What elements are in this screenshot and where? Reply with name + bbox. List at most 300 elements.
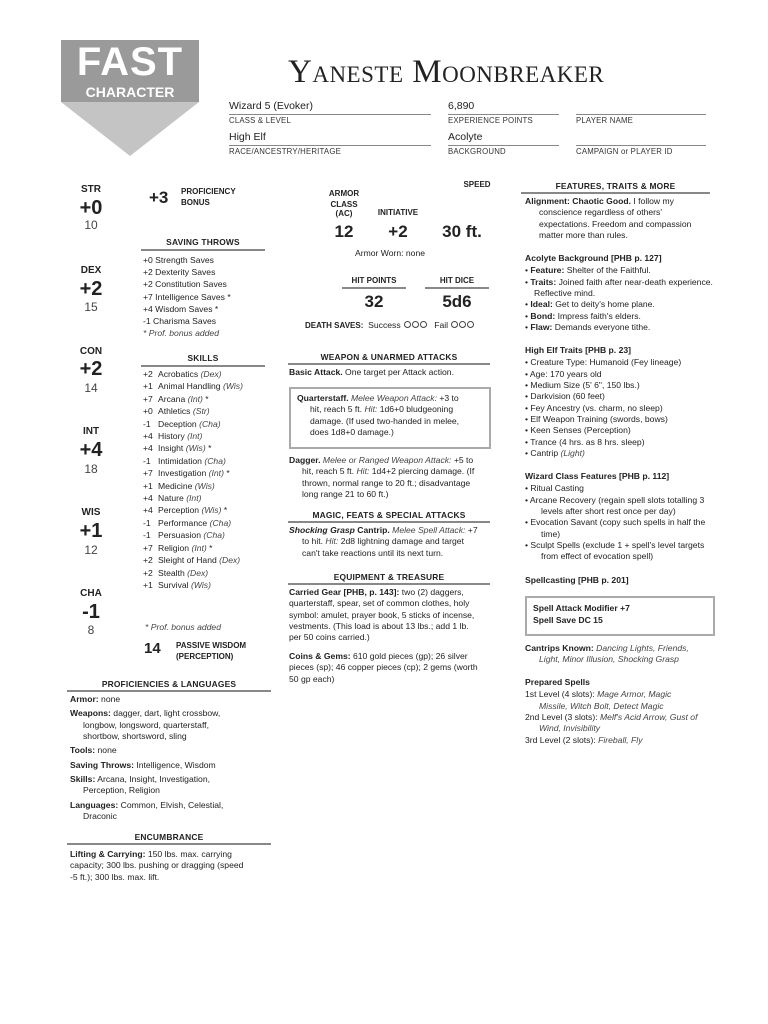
item-value: Sculpt Spells (exclude 1 + spell's level targets from effect of evocation spell) [530,540,705,562]
alignment-text: conscience regardless of others' [539,207,662,218]
prof-value: Common, Elvish, Celestial, [120,799,224,810]
ability-modifier: +4 [79,439,103,461]
skill-modifier: +7 [143,393,153,404]
saving-throw-item: +2 Constitution Saves [143,279,227,290]
skill-name: Athletics [158,406,191,417]
item-value: Trance (4 hrs. as 8 hrs. sleep) [530,436,645,447]
wizard-features-title: Wizard Class Features [PHB p. 112] [525,471,670,481]
attack-name: Dagger. [289,455,321,465]
divider [576,114,706,115]
skill-name: Perception [158,505,200,516]
prof-value: Arcana, Insight, Investigation, [97,774,210,785]
quarterstaff-attack [297,393,483,438]
encumbrance-value: capacity; 300 lbs. pushing or dragging (speed [70,860,244,871]
list-item: • Arcane Recovery (regain spell slots totalling 3 levels after short rest once per day) [525,494,705,517]
gear-text: per 50 coins carried.) [289,632,370,643]
alignment-text: expectations. Freedom and compassion [539,218,692,229]
skill-ability: (Int) [208,468,224,479]
list-item: • Evocation Savant (copy such spells in half the time) [525,517,706,539]
item-value: Age: 170 years old [529,368,602,379]
skill-ability: (Str) [192,406,210,417]
elf-traits [525,345,717,459]
skill-name: Investigation [158,468,207,479]
class-level-value: Wizard 5 (Evoker) [229,100,314,112]
spell-level-list: Mage Armor, Magic [597,689,672,700]
divider [288,363,490,365]
list-item: • Creature Type: Humanoid (Fey lineage) [525,357,682,368]
skill-modifier: +2 [143,567,153,578]
proficiencies-body [70,694,275,822]
skill-ability: (Int) [186,493,202,504]
skill-ability: (Dex) [219,555,241,566]
divider [67,843,271,845]
skill-modifier: +1 [143,579,153,590]
alignment [525,196,725,241]
spell-level-list: Wind, Invisibility [539,723,601,734]
item-value: Demands everyone tithe. [554,322,651,333]
item-value: Cantrip [530,448,559,459]
ability-name: INT [82,426,100,437]
prof-value: longbow, longsword, quarterstaff, [83,719,209,730]
attack-text: thrown, normal range to 20 ft.; disadvantage [302,477,471,488]
item-value: Creature Type: Humanoid (Fey lineage) [530,357,682,368]
basic-attack-value: One target per Attack action. [345,367,454,377]
list-item: • Fey Ancestry (vs. charm, no sleep) [525,402,663,413]
skill-row [143,517,243,529]
background-label: BACKGROUND [448,147,506,156]
skill-name: Nature [158,493,184,504]
prof-key: Armor: [70,694,99,704]
item-value: Darkvision (60 feet) [530,391,605,402]
proficiency-bonus-value: +3 [149,188,169,207]
attacks-title: WEAPON & UNARMED ATTACKS [320,352,458,362]
ability-name: STR [81,184,101,195]
coins-gems [289,651,491,685]
list-item: • Sculpt Spells (exclude 1 + spell's level targets from effect of evocation spell) [525,540,705,562]
attack-text: +3 to [439,393,459,403]
armor-worn: Armor Worn: none [354,248,426,258]
skill-modifier: -1 [143,418,151,429]
prepared-spells-title: Prepared Spells [525,677,590,687]
attack-text: +5 to [453,455,474,465]
encumbrance-value: -5 ft.); 300 lbs. max. lift. [70,871,160,882]
spell-save-dc: Spell Save DC 15 [533,615,603,625]
race-label: RACE/ANCESTRY/HERITAGE [229,147,341,156]
saving-throw-item: +0 Strength Saves [143,255,214,265]
spell-text: +7 [467,525,478,535]
list-item: • Ideal: Get to deity's home plane. [525,299,655,310]
proficiency-bonus-label: BONUS [181,198,210,207]
ac-value: 12 [334,222,354,241]
skill-proficient-mark: * [223,505,228,516]
gear-text: vestments. (This load is about 13 lbs.; add 1 lb. [289,621,469,632]
prof-value: Draconic [83,811,117,822]
basic-attack-key: Basic Attack. [289,367,343,377]
divider [229,145,431,146]
item-value: Keen Senses (Perception) [530,425,631,436]
skill-name: History [158,431,185,442]
item-value: Impress faith's elders. [557,310,641,321]
skill-row [143,405,243,417]
coins-text: pieces (sp); 46 copper pieces (cp); 2 gems (worth [289,662,478,673]
death-save-success-circle[interactable] [420,321,427,328]
list-item: • Trance (4 hrs. as 8 hrs. sleep) [525,436,645,447]
encumbrance-body [70,849,275,883]
item-value: Evocation Savant (copy such spells in half the time) [530,517,706,539]
saving-throw-item: +7 Intelligence Saves * [143,291,231,302]
divider [141,365,265,367]
item-key: Feature: [530,265,565,276]
logo-title: FAST [76,40,184,84]
saving-throw-item: +4 Wisdom Saves * [143,303,219,314]
passive-wisdom-label: PASSIVE WISDOM [176,641,247,650]
skill-row [143,567,243,579]
player-name-label: PLAYER NAME [576,116,634,125]
skill-name: Insight [158,443,184,454]
item-value: Arcane Recovery (regain spell slots totalling 3 levels after short rest once per day) [529,494,705,517]
skill-ability: (Int) [187,393,203,404]
death-save-success-circle[interactable] [404,321,411,328]
passive-wisdom-label: (PERCEPTION) [176,652,234,661]
skill-modifier: +2 [143,369,153,379]
speed-label: SPEED [463,180,491,189]
item-value: Shelter of the Faithful. [566,265,651,276]
cantrips-list: Dancing Lights, Friends, [596,643,689,653]
list-item: • Bond: Impress faith's elders. [525,310,641,321]
encumbrance-key: Lifting & Carrying: [70,849,146,859]
skill-name: Acrobatics [158,369,199,379]
skill-row [143,542,243,554]
shocking-grasp [289,525,491,559]
death-save-success-circle[interactable] [412,321,419,328]
divider [288,521,490,523]
skill-row [143,455,243,467]
skill-row [143,467,243,479]
skill-ability: (Int) [187,431,203,442]
skill-ability: (Cha) [199,418,221,429]
ability-name: WIS [81,507,101,518]
saving-throws-title: SAVING THROWS [166,237,240,247]
skill-proficient-mark: * [226,468,230,479]
skill-name: Persuasion [158,530,201,541]
list-item: • Elf Weapon Training (swords, bows) [525,414,668,425]
skill-name: Medicine [158,480,193,491]
gear-text: symbol: amulet, prayer book, 5 sticks of incense, [289,609,475,620]
spell-hit-label: Hit: [325,536,339,547]
skill-ability: (Cha) [203,530,225,541]
death-saves-label: DEATH SAVES: [305,321,364,330]
death-saves-fail-label: Fail [434,320,449,330]
skill-ability: (Wis) [222,381,243,392]
coins-text: 610 gold pieces (gp); 26 silver [353,651,468,661]
spell-text: to hit. [302,536,324,547]
spell-name: Shocking Grasp [289,525,355,535]
item-value: Fey Ancestry (vs. charm, no sleep) [530,402,663,413]
logo-subtitle: CHARACTER [85,84,175,100]
skill-name: Arcana [158,393,186,404]
ac-label: CLASS [330,200,358,209]
item-key: Ideal: [530,299,553,310]
skill-row [143,380,243,392]
campaign-label: CAMPAIGN or PLAYER ID [576,147,673,156]
saving-throw-item: -1 Charisma Saves [143,316,217,327]
initiative-label: INITIATIVE [377,208,419,217]
skill-proficient-mark: * [209,542,213,553]
prof-value: dagger, dart, light crossbow, [113,708,221,719]
spell-text: can't take reactions until its next turn. [302,547,444,558]
initiative-value: +2 [388,222,408,241]
skill-name: Sleight of Hand [158,555,217,566]
skill-ability: (Wis) [194,480,215,491]
cantrips-known [525,643,725,666]
skill-row [143,529,243,541]
prof-key: Skills: [70,774,96,785]
prepared-spells [525,677,725,746]
list-item: • Flaw: Demands everyone tithe. [525,322,651,333]
alignment-text: I follow my [633,196,674,206]
skill-row [143,492,243,504]
divider [229,114,431,115]
skill-modifier: +1 [143,480,153,491]
gear-key: Carried Gear [PHB, p. 143]: [289,587,400,597]
xp-value: 6,890 [448,100,475,112]
divider [425,287,489,289]
attack-text: hit, reach 5 ft. [310,404,363,415]
skill-ability: (Dex) [187,567,209,578]
skill-ability: (Wis) [185,443,206,454]
prof-key: Saving Throws: [70,759,134,770]
item-value: Medium Size (5' 6", 150 lbs.) [530,380,640,391]
saving-throw-item: +2 Dexterity Saves [143,267,216,278]
death-save-fail-circle[interactable] [459,321,466,328]
skill-name: Performance [158,517,208,528]
attack-hit-label: Hit: [356,466,370,477]
prof-value: none [97,745,117,756]
item-value: Get to deity's home plane. [555,299,655,310]
skill-modifier: -1 [143,517,151,528]
ability-modifier: -1 [82,601,100,623]
skill-modifier: -1 [143,455,151,466]
skill-row [143,480,243,492]
prof-key: Languages: [70,799,119,810]
dagger-attack [289,455,491,500]
ability-name: CON [79,346,103,357]
spell-attack-modifier: Spell Attack Modifier +7 [533,603,630,613]
spell-level-list: Missile, Witch Bolt, Detect Magic [539,700,664,711]
spell-level-list: Fireball, Fly [598,734,643,745]
skill-modifier: +1 [143,381,153,392]
ability-name: DEX [80,265,102,276]
ac-label: ARMOR [328,189,360,198]
divider [288,583,490,585]
item-value: Ritual Casting [530,483,584,494]
skill-modifier: +4 [143,443,153,454]
skill-modifier: +4 [143,431,153,442]
spell-level-key: 3rd Level (2 slots): [525,734,596,745]
gear-text: two (2) daggers, [401,587,464,597]
skill-proficient-mark: * [205,393,209,404]
spell-level-key: 1st Level (4 slots): [525,689,595,700]
death-saves [305,320,474,331]
item-key: Flaw: [530,322,553,333]
skill-row [143,554,243,566]
cantrips-key: Cantrips Known: [525,643,594,653]
saving-throw-note: * Prof. bonus added [143,328,219,339]
divider [342,287,406,289]
skill-name: Deception [158,418,197,429]
skill-row [143,442,243,454]
skills-note: * Prof. bonus added [145,622,221,632]
skill-row [143,579,243,591]
attack-text: 1d6+0 bludgeoning [379,404,454,415]
background-features [525,253,717,333]
class-level-label: CLASS & LEVEL [229,116,291,125]
basic-attack [289,367,454,378]
attack-type: Melee Weapon Attack: [350,393,437,403]
skill-name: Survival [158,579,189,590]
background-title: Acolyte Background [PHB p. 127] [525,253,662,263]
ac-label: (AC) [335,209,353,218]
wizard-features [525,471,717,563]
skill-ability: (Wis) [201,505,222,516]
ability-modifier: +2 [79,358,103,380]
skill-ability: (Int) [191,542,207,553]
gear-text: quarterstaff, spear, set of common clothes, holy [289,598,470,609]
features-title: FEATURES, TRAITS & MORE [555,181,676,191]
divider [141,249,265,251]
attack-text: hit, reach 5 ft. [302,466,355,477]
skill-name: Intimidation [158,455,202,466]
skill-ability: (Wis) [190,579,211,590]
divider [521,192,710,194]
death-save-fail-circle[interactable] [467,321,474,328]
attack-text: 1d4+2 piercing damage. (If [371,466,475,477]
ability-score: 12 [84,543,98,557]
attack-type: Melee or Ranged Weapon Attack: [322,455,452,465]
attack-name: Quarterstaff. [297,393,349,403]
spell-text: 2d8 lightning damage and target [340,536,464,547]
skill-row [143,368,243,380]
attack-text: long range 21 to 60 ft.) [302,489,389,500]
skills-title: SKILLS [187,353,219,363]
skill-modifier: +7 [143,468,153,479]
list-item: • Age: 170 years old [525,368,602,379]
ability-score: 8 [87,623,95,637]
prof-value: none [101,694,121,704]
divider [448,114,559,115]
item-value: Joined faith after near-death experience. Reflective mind. [534,276,713,299]
spell-level-key: 2nd Level (3 slots): [525,712,598,723]
prof-key: Tools: [70,745,96,756]
hit-points-value: 32 [364,292,384,311]
divider [448,145,559,146]
skill-name: Religion [158,542,190,553]
alignment-text: matter more than rules. [539,230,628,241]
spell-level-list: Melf's Acid Arrow, Gust of [600,712,698,723]
ability-score: 10 [84,218,98,232]
alignment-key: Alignment: Chaotic Good. [525,196,631,206]
skill-modifier: +4 [143,505,153,516]
skill-row [143,430,243,442]
skill-row [143,393,243,405]
prof-key: Weapons: [70,708,111,719]
skill-name: Stealth [158,567,185,578]
cantrips-list: Light, Minor Illusion, Shocking Grasp [539,654,679,665]
divider [576,145,706,146]
skill-ability: (Cha) [204,455,226,466]
background-value: Acolyte [448,131,483,143]
encumbrance-title: ENCUMBRANCE [134,832,204,842]
ability-modifier: +0 [79,197,103,219]
speed-value: 30 ft. [442,222,482,241]
passive-wisdom-value: 14 [144,640,161,657]
attack-text: does 1d8+0 damage.) [310,427,394,438]
coins-text: 50 gp each) [289,673,335,684]
elf-traits-title: High Elf Traits [PHB p. 23] [525,345,632,355]
skill-modifier: +7 [143,542,153,553]
list-item: • Medium Size (5' 6", 150 lbs.) [525,380,640,391]
prof-value: Intelligence, Wisdom [136,759,216,770]
spell-type: Melee Spell Attack: [392,525,466,535]
race-value: High Elf [229,131,266,143]
skill-row [143,504,243,516]
character-name: Yaneste Moonbreaker [288,54,605,90]
proficiency-bonus-label: PROFICIENCY [181,187,236,196]
list-item: • Keen Senses (Perception) [525,425,631,436]
attack-text: damage. (If used two-handed in melee, [310,415,460,426]
magic-title: MAGIC, FEATS & SPECIAL ATTACKS [312,510,466,520]
hit-points-label: HIT POINTS [351,276,397,285]
ability-name: CHA [80,588,102,599]
skill-name: Animal Handling [158,381,221,392]
death-save-fail-circle[interactable] [451,321,458,328]
ability-score: 18 [84,462,98,476]
ability-score: 15 [84,300,98,314]
list-item: • Feature: Shelter of the Faithful. [525,265,651,276]
carried-gear [289,587,491,644]
death-saves-success-label: Success [368,320,401,330]
skill-row [143,418,243,430]
list-item: • Traits: Joined faith after near-death experience. Reflective mind. [525,276,713,299]
skill-ability: (Cha) [209,517,232,528]
skill-modifier: +0 [143,406,153,417]
hit-dice-label: HIT DICE [439,276,475,285]
prof-value: shortbow, shortsword, sling [83,731,187,742]
list-item: • Cantrip (Light) [525,448,585,459]
item-value: Elf Weapon Training (swords, bows) [530,414,668,425]
spell-tag: Cantrip. [357,525,390,535]
proficiencies-title: PROFICIENCIES & LANGUAGES [101,679,237,689]
saving-throws-list [143,254,231,339]
skill-modifier: +4 [143,493,153,504]
list-item: • Darkvision (60 feet) [525,391,605,402]
encumbrance-value: 150 lbs. max. carrying [147,849,232,859]
item-key: Traits: [530,276,557,287]
ability-score: 14 [84,381,98,395]
attack-hit-label: Hit: [364,404,378,415]
list-item: • Ritual Casting [525,483,584,494]
item-key: Bond: [530,310,556,321]
skill-proficient-mark: * [208,443,212,454]
hit-dice-value: 5d6 [442,292,472,311]
logo-dice-triangle [61,102,199,156]
ability-modifier: +2 [79,278,103,300]
skills-list [143,368,243,591]
skill-modifier: -1 [143,530,151,541]
divider [67,690,271,692]
item-value: (Light) [560,448,585,459]
xp-label: EXPERIENCE POINTS [448,116,533,125]
